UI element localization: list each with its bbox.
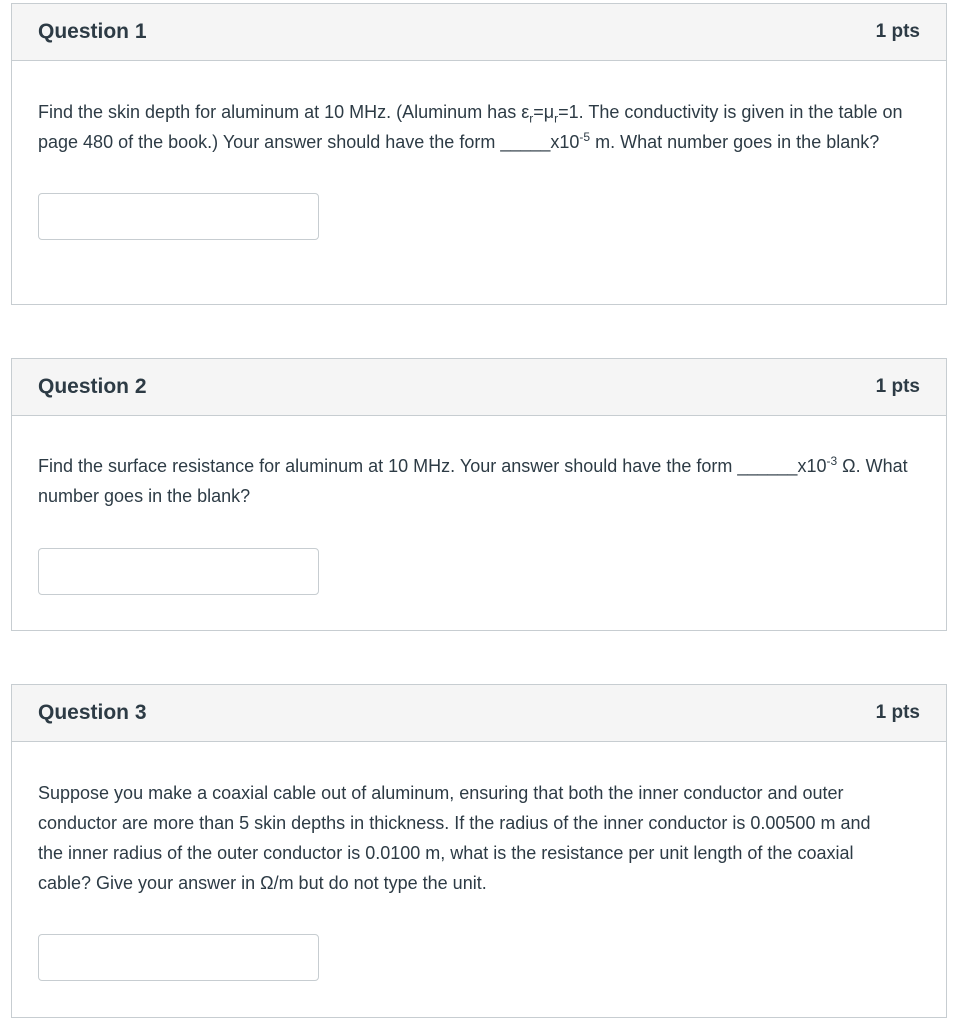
question-3-body	[12, 742, 946, 981]
question-3-title: Question 3	[38, 701, 147, 724]
question-2-answer-input[interactable]	[38, 548, 319, 595]
question-2-title: Question 2	[38, 375, 147, 398]
question-1-text: Find the skin depth for aluminum at 10 MHz. (Aluminum has $\varepsilon_r=\mu_r=1$. The conductivity is given in the table on page 480 of the book.) Your answer should have the form $\_\_\_\_\_x10^{-5}$ m. What number goes in the blank?	[38, 102, 903, 152]
question-1	[11, 3, 947, 305]
question-1-body	[12, 61, 946, 240]
question-1-title: Question 1	[38, 20, 147, 43]
question-2-text: Find the surface resistance for aluminum at 10 MHz. Your answer should have the form $\_\_\_\_\_\_x10^{-3}$ Ω. What number goes in the blank?	[38, 454, 908, 506]
question-2	[11, 358, 947, 631]
question-3-answer-input[interactable]	[38, 934, 319, 981]
question-1-points: 1 pts	[875, 21, 920, 42]
question-3-points: 1 pts	[875, 702, 920, 723]
question-2-body	[12, 416, 946, 595]
question-3-header	[12, 685, 946, 742]
question-3-text: Suppose you make a coaxial cable out of aluminum, ensuring that both the inner conductor and outer conductor are more than 5 skin depths in thickness. If the radius of the inner conductor is 0.00500 m and the inner radius of the outer conductor is 0.0100 m, what is the resistance per unit length of the coaxial cable? Give your answer in Ω/m but do not type the unit.	[38, 783, 871, 893]
question-1-answer-input[interactable]	[38, 193, 319, 240]
question-2-points: 1 pts	[875, 376, 920, 397]
question-3	[11, 684, 947, 1018]
question-2-header	[12, 359, 946, 416]
question-1-header	[12, 4, 946, 61]
